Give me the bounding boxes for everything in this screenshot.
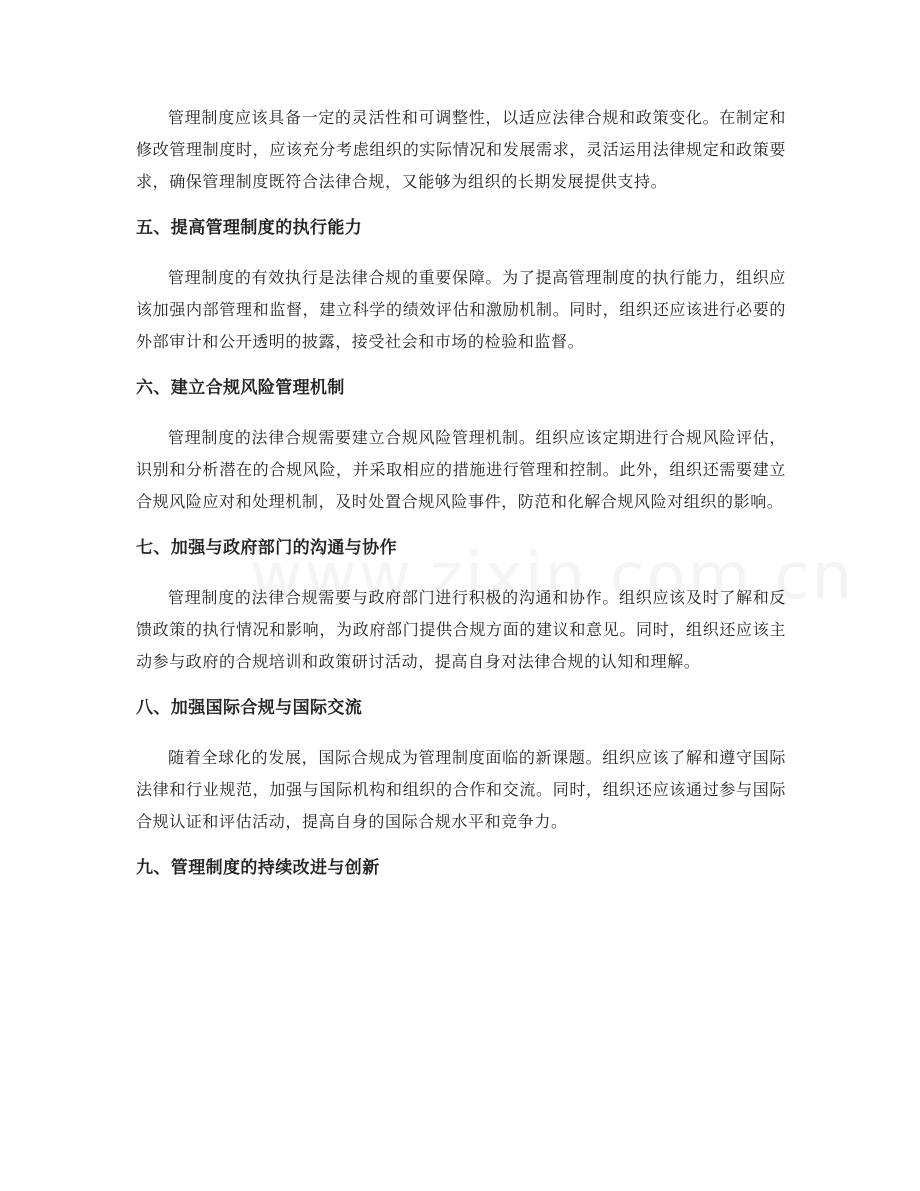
paragraph-intro: 管理制度应该具备一定的灵活性和可调整性，以适应法律合规和政策变化。在制定和修改管理制度时，应该充分考虑组织的实际情况和发展需求，灵活运用法律规定和政策要求，确保管理制度既符合法律合规，又能够为组织的长期发展提供支持。 [136, 108, 786, 191]
heading-section-9: 九、管理制度的持续改进与创新 [136, 858, 380, 878]
heading-section-5: 五、提高管理制度的执行能力 [136, 218, 363, 238]
document-body [136, 102, 786, 880]
paragraph-section-6: 管理制度的法律合规需要建立合规风险管理机制。组织应该定期进行合规风险评估，识别和分析潜在的合规风险，并采取相应的措施进行管理和控制。此外，组织还需要建立合规风险应对和处理机制，及时处置合规风险事件，防范和化解合规风险对组织的影响。 [136, 428, 786, 511]
heading-section-7: 七、加强与政府部门的沟通与协作 [136, 538, 397, 558]
paragraph-section-5: 管理制度的有效执行是法律合规的重要保障。为了提高管理制度的执行能力，组织应该加强内部管理和监督，建立科学的绩效评估和激励机制。同时，组织还应该进行必要的外部审计和公开透明的披露，接受社会和市场的检验和监督。 [136, 268, 786, 351]
paragraph-section-8: 随着全球化的发展，国际合规成为管理制度面临的新课题。组织应该了解和遵守国际法律和行业规范，加强与国际机构和组织的合作和交流。同时，组织还应该通过参与国际合规认证和评估活动，提高自身的国际合规水平和竞争力。 [136, 748, 786, 831]
paragraph-section-7: 管理制度的法律合规需要与政府部门进行积极的沟通和协作。组织应该及时了解和反馈政策的执行情况和影响，为政府部门提供合规方面的建议和意见。同时，组织还应该主动参与政府的合规培训和政策研讨活动，提高自身对法律合规的认知和理解。 [136, 588, 786, 671]
heading-section-6: 六、建立合规风险管理机制 [136, 378, 345, 398]
heading-section-8: 八、加强国际合规与国际交流 [136, 698, 363, 718]
